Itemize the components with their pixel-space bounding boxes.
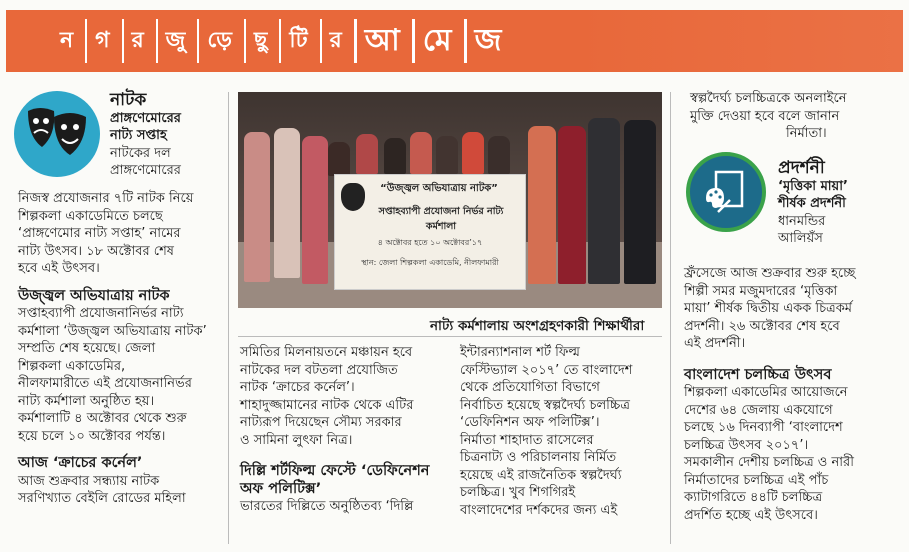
banner-big-tile: জ [464, 19, 510, 63]
person [274, 128, 300, 278]
expo-line: প্রদর্শনী। ২৬ অক্টোবর শেষ হবে [684, 318, 840, 334]
expo-subhead-2: শীর্ষক প্রদর্শনী [778, 196, 846, 211]
ujjal-line: সপ্তাহব্যাপী প্রযোজনানির্ভর নাট্য [18, 306, 184, 321]
crache-line: সরণিখ্যাত বেইলি রোডের মহিলা [18, 491, 186, 506]
palette-icon [686, 152, 766, 232]
col3-line: ফেস্টিভ্যাল ২০১৭’ তে বাংলাদেশ [460, 362, 633, 378]
col4-line: স্বল্পদৈর্ঘ্য চলচ্চিত্রকে অনলাইনে [690, 91, 847, 106]
expo-line: মায়া’ শীর্ষক দ্বিতীয় একক চিত্রকর্ম [684, 301, 853, 316]
person [410, 132, 432, 174]
film-line: চলচ্চিত্র উৎসব ২০১৭’। [684, 437, 809, 453]
workshop-photo [238, 92, 662, 308]
mask-emblem-icon [341, 183, 365, 211]
banner-big-tile: মে [412, 19, 460, 63]
expo-line: ফ্রঁসেজে আজ শুক্রবার শুরু হচ্ছে [684, 266, 856, 281]
col3-line: নির্মাতা শাহাদাত রাসেলের [460, 432, 594, 448]
crache-continued [240, 344, 445, 516]
photo-caption: নাট্য কর্মশালায় অংশগ্রহণকারী শিক্ষার্থীরা [430, 318, 645, 334]
film-line: সমকালীন দেশীয় চলচ্চিত্র ও নারী [684, 455, 854, 470]
film-line: নির্মাতাদের চলচ্চিত্র এই পাঁচ [684, 472, 829, 488]
natok-body [18, 190, 207, 508]
person [462, 132, 484, 174]
expo-heading-block [778, 160, 903, 248]
natok-subhead-2: নাট্য সপ্তাহ [110, 128, 167, 143]
person [558, 126, 586, 284]
banner-letter-tile: গ [85, 19, 117, 63]
banner-letter-tile: টি [279, 19, 315, 63]
person [436, 136, 458, 174]
film-line: দেশের ৬৪ জেলায় একযোগে [684, 402, 833, 418]
expo-heading: প্রদর্শনী [778, 158, 825, 178]
person [624, 120, 656, 284]
online-release-text [690, 90, 900, 143]
col4-line: নির্মাতা। [786, 126, 827, 141]
person [488, 136, 510, 174]
theatre-masks-icon [14, 91, 100, 177]
crache-heading: আজ ‘ক্রাচের কর্নেল’ [18, 455, 143, 471]
col3-line: নির্বাচিত হয়েছে স্বল্পদৈর্ঘ্য চলচ্চিত্র [460, 397, 630, 413]
banner-letter-tile: র [320, 19, 350, 63]
col2-line: নাট্যরূপ দিয়েছেন সৌম্য সরকার [240, 415, 402, 430]
ujjal-line: শিল্পকলা একাডেমির, [18, 358, 126, 374]
section-banner [6, 10, 903, 72]
expo-line: ধানমন্ডির [778, 213, 826, 229]
ujjal-line: কর্মশালাটি ৪ অক্টোবর থেকে শুরু [18, 411, 187, 426]
person [588, 118, 620, 284]
ujjal-line: সম্প্রতি শেষ হয়েছে। জেলা [18, 341, 156, 356]
cloth-dates: ৪ অক্টোবর হতে ১০ অক্টোবর’১৭ [377, 238, 483, 247]
col4-line: মুক্তি দেওয়া হবে বলে জানান [690, 108, 840, 124]
person [244, 132, 270, 282]
banner-fade [573, 10, 903, 72]
ujjal-line: নাট্য কর্মশালা অনুষ্ঠিত হয়। [18, 393, 155, 409]
person [384, 138, 406, 174]
natok-line: নাট্য উৎসব। ১৮ অক্টোবর শেষ [18, 243, 174, 259]
col3-line: চলচ্চিত্র। খুব শিগগিরই [460, 485, 576, 500]
film-line: চলছে ১৬ দিনব্যাপী ‘বাংলাদেশ [684, 420, 843, 435]
banner-letter-tile: ড়ে [197, 19, 240, 63]
col3-line: থেকে প্রতিযোগিতা বিভাগে [460, 380, 600, 395]
banner-letter-tile: র [122, 19, 152, 63]
workshop-banner-cloth [334, 174, 526, 290]
col3-line: চিত্রনাট্য ও পরিচালনায় নির্মিত [460, 450, 617, 465]
natok-line: শিল্পকলা একাডেমিতে চলছে [18, 208, 163, 224]
film-line: ক্যাটাগরিতে ৪৪টি চলচ্চিত্র [684, 490, 823, 505]
ujjal-line: হয়ে চলে ১০ অক্টোবর পর্যন্ত। [18, 428, 166, 444]
natok-line: হবে এই উৎসব। [18, 261, 100, 276]
delhi-line: ভারতের দিল্লিতে অনুষ্ঠিতব্য ‘দিল্লি [240, 499, 414, 514]
natok-line: নাটকের দল [110, 145, 171, 161]
delhi-continued [460, 344, 660, 519]
col3-line: ‘ডেফিনিশন অফ পলিটিক্স’। [460, 415, 600, 430]
film-line: শিল্পকলা একাডেমির আয়োজনে [684, 385, 848, 400]
col2-line: সমিতির মিলনায়তনে মঞ্চায়ন হবে [240, 345, 413, 360]
natok-line: ‘প্রাঙ্গণেমোর নাট্য সপ্তাহ’ নামের [18, 226, 181, 241]
cloth-title: “উজ্জ্বল অভিযাত্রায় নাটক” [380, 183, 498, 194]
col2-line: নাটক ‘ক্রাচের কর্নেল’। [240, 380, 355, 395]
banner-letter-tile: ন [60, 28, 74, 53]
natok-heading-block [110, 92, 181, 180]
person [528, 126, 556, 284]
expo-line: শিল্পী সমর মজুমদারের ‘মৃত্তিকা [684, 283, 838, 299]
natok-line: প্রাঙ্গণেমোরের [110, 163, 181, 178]
column-divider [228, 92, 229, 544]
ujjal-line: কর্মশালা ‘উজ্জ্বল অভিযাত্রায় নাটক’ [18, 323, 207, 339]
col2-line: নাটকের দল বটতলা প্রযোজিত [240, 362, 398, 378]
natok-subhead-1: প্রাঙ্গণেমোরের [110, 110, 181, 126]
delhi-heading-2: অফ পলিটিক্স’ [240, 480, 322, 497]
banner-letter-tile: ছু [244, 19, 275, 63]
person [356, 134, 378, 174]
expo-line: আলিয়ঁস [778, 231, 823, 246]
ujjal-heading: উজ্জ্বল অভিযাত্রায় নাটক [18, 287, 170, 304]
banner-big-tile: আ [354, 19, 408, 63]
natok-heading: নাটক [110, 90, 147, 110]
ujjal-line: নীলফামারীতে এই প্রযোজনানির্ভর [18, 376, 192, 391]
column-divider [670, 92, 671, 544]
banner-letter-tile: জু [156, 19, 194, 63]
caption-rule [238, 336, 662, 337]
crache-line: আজ শুক্রবার সন্ধ্যায় নাটক [18, 473, 160, 489]
col3-line: হয়েছে এই রাজনৈতিক স্বল্পদৈর্ঘ্য [460, 467, 622, 483]
col2-line: শাহাদুজ্জামানের নাটক থেকে এটির [240, 397, 414, 413]
film-festival-heading: বাংলাদেশ চলচ্চিত্র উৎসব [684, 366, 832, 383]
col3-line: ইন্টারন্যাশনাল শর্ট ফিল্ম [460, 345, 580, 360]
banner-title [6, 19, 509, 63]
col2-line: ও সামিনা লুৎফা নিত্র। [240, 432, 353, 448]
expo-line: এই প্রদর্শনী। [684, 336, 746, 351]
person [302, 136, 328, 284]
expo-body [684, 265, 904, 524]
expo-subhead-1: ‘মৃত্তিকা মায়া’ [778, 178, 848, 194]
film-line: প্রদর্শিত হচ্ছে এই উৎসবে। [684, 507, 818, 523]
natok-line: নিজস্ব প্রযোজনার ৭টি নাটক নিয়ে [18, 191, 194, 206]
cloth-venue: স্থান: জেলা শিল্পকলা একাডেমি, নীলফামারী [361, 258, 499, 267]
cloth-subtitle: সপ্তাহব্যাপী প্রযোজনা নির্ভর নাট্য কর্মশালা [378, 206, 504, 232]
delhi-heading-1: দিল্লি শর্টফিল্ম ফেস্টে ‘ডেফিনেশন [240, 463, 430, 479]
col3-line: বাংলাদেশের দর্শকদের জন্য এই [460, 502, 618, 518]
person [328, 142, 350, 176]
